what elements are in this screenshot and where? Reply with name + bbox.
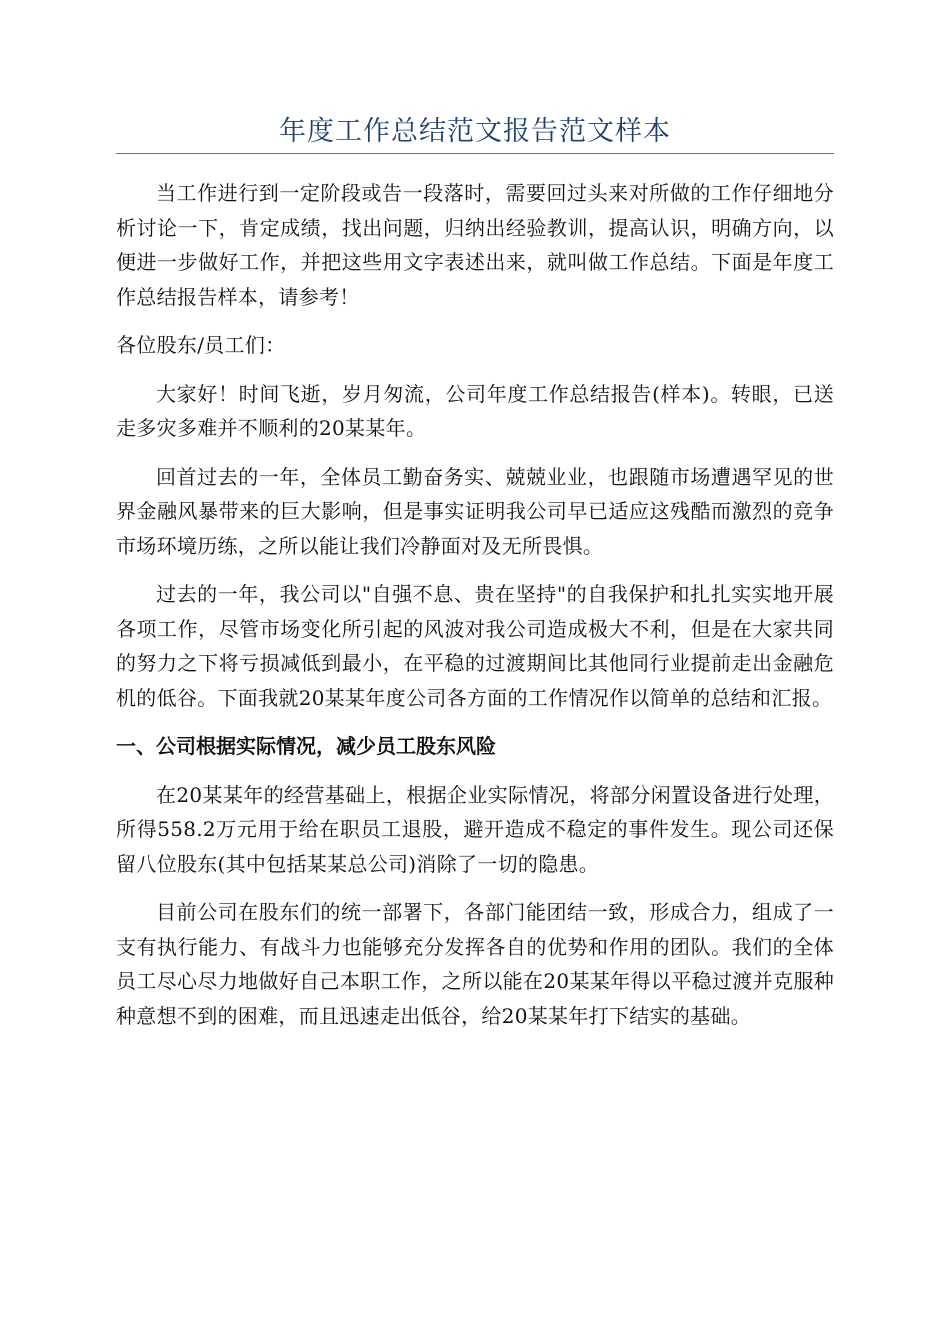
title-underline xyxy=(116,153,834,154)
section-1-paragraph-1: 在20某某年的经营基础上，根据企业实际情况，将部分闲置设备进行处理，所得558.2万元用于给在职员工退股，避开造成不稳定的事件发生。现公司还保留八位股东(其中包括某某总公司)消除了一切的隐患。 xyxy=(116,782,834,876)
intro-paragraph: 当工作进行到一定阶段或告一段落时，需要回过头来对所做的工作仔细地分析讨论一下，肯定成绩，找出问题，归纳出经验教训，提高认识，明确方向，以便进一步做好工作，并把这些用文字表述出来，就叫做工作总结。下面是年度工作总结报告样本，请参考！ xyxy=(116,181,834,309)
section-1-paragraph-2: 目前公司在股东们的统一部署下，各部门能团结一致，形成合力，组成了一支有执行能力、有战斗力也能够充分发挥各自的优势和作用的团队。我们的全体员工尽心尽力地做好自己本职工作，之所以能在20某某年得以平稳过渡并克服种种意想不到的困难，而且迅速走出低谷，给20某某年打下结实的基础。 xyxy=(116,900,834,1028)
document-page xyxy=(116,0,834,1028)
past-year-paragraph: 过去的一年，我公司以"自强不息、贵在坚持"的自我保护和扎扎实实地开展各项工作，尽管市场变化所引起的风波对我公司造成极大不利，但是在大家共同的努力之下将亏损减低到最小，在平稳的过渡期间比其他同行业提前走出金融危机的低谷。下面我就20某某年度公司各方面的工作情况作以简单的总结和汇报。 xyxy=(116,582,834,710)
section-heading-1: 一、公司根据实际情况，减少员工股东风险 xyxy=(116,734,496,758)
greeting-paragraph: 大家好！时间飞逝，岁月匆流，公司年度工作总结报告(样本)。转眼，已送走多灾多难并不顺利的20某某年。 xyxy=(116,381,834,440)
document-body xyxy=(116,176,834,1047)
document-title: 年度工作总结范文报告范文样本 xyxy=(279,116,671,147)
review-paragraph: 回首过去的一年，全体员工勤奋务实、兢兢业业，也跟随市场遭遇罕见的世界金融风暴带来的巨大影响，但是事实证明我公司早已适应这残酷而激烈的竞争市场环境历练，之所以能让我们冷静面对及无所畏惧。 xyxy=(116,464,834,558)
salutation: 各位股东/员工们： xyxy=(116,333,286,357)
